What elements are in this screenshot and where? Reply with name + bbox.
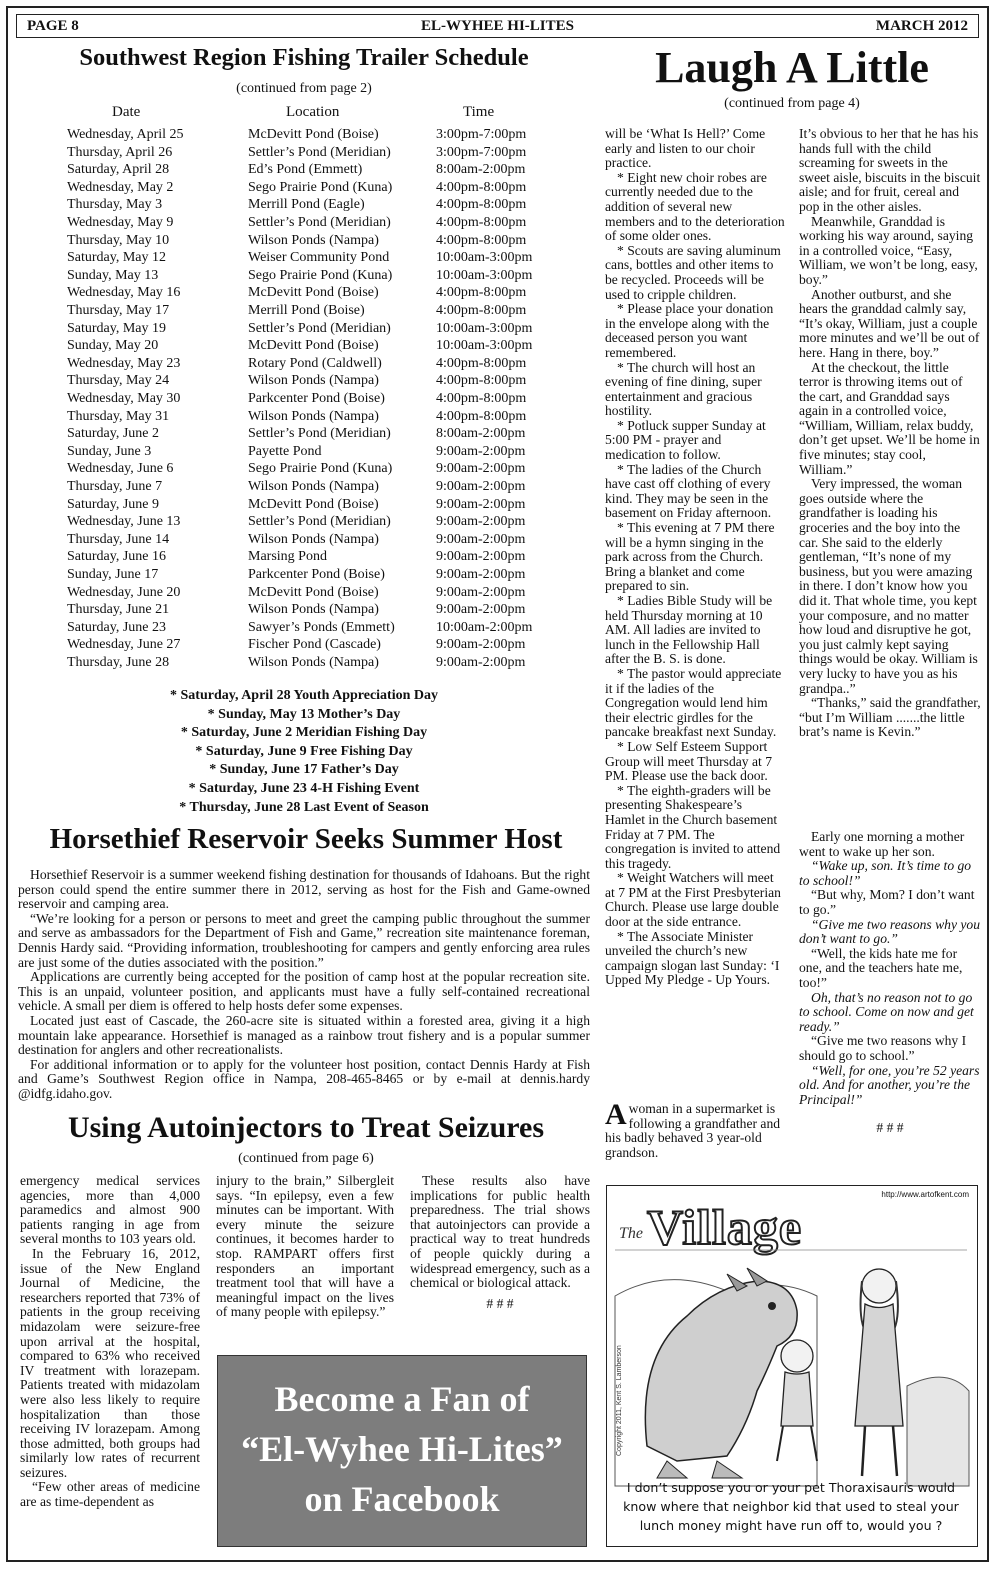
schedule-date: Thursday, May 10 (67, 232, 170, 248)
schedule-time: 4:00pm-8:00pm (436, 303, 527, 318)
laugh-column-2 (799, 127, 981, 740)
special-day: * Saturday, June 23 4-H Fishing Event (188, 780, 420, 796)
special-day: * Saturday, April 28 Youth Appreciation Day (170, 688, 438, 703)
fishing-continued: (continued from page 2) (236, 81, 372, 96)
cartoon-url[interactable]: http://www.artofkent.com (881, 1190, 969, 1199)
joke-line: It’s obvious to her that he has his hands full with the child screaming for sweets in the sweet aisle, biscuits in the biscuit aisle; and for fruit, cereal and pop in the other aisles. (799, 126, 981, 214)
special-day: * Thursday, June 28 Last Event of Season (179, 799, 429, 815)
column-header-date: Date (112, 104, 141, 120)
schedule-row (0, 566, 560, 584)
schedule-time: 10:00am-3:00pm (436, 250, 533, 266)
joke-line: * Weight Watchers will meet at 7 PM at the First Presbyterian Church. Please use large double door at the side entrance. (605, 870, 781, 930)
schedule-date: Thursday, May 17 (67, 303, 170, 318)
schedule-time: 9:00am-2:00pm (436, 514, 526, 530)
schedule-date: Wednesday, May 9 (67, 215, 174, 230)
schedule-row (0, 144, 560, 162)
schedule-location: Sego Prairie Pond (Kuna) (248, 267, 393, 283)
schedule-row (0, 425, 560, 443)
schedule-time: 9:00am-2:00pm (436, 567, 526, 582)
schedule-location: Wilson Ponds (Nampa) (248, 232, 379, 248)
fishing-title: Southwest Region Fishing Trailer Schedule (79, 44, 529, 71)
schedule-table (0, 126, 570, 676)
schedule-row (0, 654, 560, 672)
schedule-row (0, 443, 560, 461)
schedule-time: 4:00pm-8:00pm (436, 285, 527, 301)
schedule-row (0, 478, 560, 496)
schedule-time: 8:00am-2:00pm (436, 162, 526, 178)
schedule-time: 9:00am-2:00pm (436, 549, 526, 565)
schedule-time: 4:00pm-8:00pm (436, 232, 527, 248)
schedule-time: 10:00am-3:00pm (436, 267, 533, 283)
horsethief-title: Horsethief Reservoir Seeks Summer Host (49, 823, 563, 855)
page-header (16, 14, 979, 38)
schedule-row (0, 531, 560, 549)
schedule-location: Settler’s Pond (Meridian) (248, 215, 391, 230)
facebook-promo-line: Become a Fan of (274, 1379, 530, 1419)
joke-line: * This evening at 7 PM there will be a hymn singing in the park across from the Church. Bring a blanket and come prepared to sin. (605, 520, 775, 594)
joke-line: “Give me two reasons why you don’t want to go.” (799, 916, 981, 947)
joke-line: * The eighth-graders will be presenting Shakespeare’s Hamlet in the Church basement Friday at 7 PM. The congregation is invited to attend this tragedy. (605, 782, 781, 871)
schedule-location: McDevitt Pond (Boise) (248, 584, 379, 600)
joke-line: Another outburst, and she hears the granddad calmly say, “It’s okay, William, just a couple more minutes and we’ll be out of here. Hang in there, boy.” (799, 286, 980, 360)
schedule-location: Sego Prairie Pond (Kuna) (248, 461, 393, 477)
schedule-time: 3:00pm-7:00pm (436, 144, 527, 160)
drop-cap: A (605, 1098, 627, 1131)
schedule-time: 9:00am-2:00pm (436, 602, 526, 618)
schedule-date: Thursday, June 14 (67, 531, 170, 547)
schedule-row (0, 619, 560, 637)
schedule-row (0, 513, 560, 531)
joke-line: “But why, Mom? I don’t want to go.” (799, 887, 975, 917)
laugh-column-1 (605, 127, 785, 988)
schedule-location: Payette Pond (248, 443, 322, 459)
schedule-row (0, 636, 560, 654)
joke-line: * The Associate Minister unveiled the church’s new campaign slogan last Sunday: ‘I Upped My Pledge - Up Yours. (605, 928, 780, 988)
schedule-time: 9:00am-2:00pm (436, 496, 526, 512)
schedule-date: Sunday, May 20 (67, 338, 159, 354)
autoinjectors-column-2 (216, 1174, 394, 1320)
cartoon-copyright: Copyright 2011, Kent S. Lamberson (616, 1345, 623, 1456)
schedule-row (0, 284, 560, 302)
joke-line: * Potluck supper Sunday at 5:00 PM - prayer and medication to follow. (605, 417, 766, 463)
newspaper-name: EL-WYHEE HI-LITES (421, 18, 574, 34)
schedule-time: 9:00am-2:00pm (436, 655, 526, 670)
schedule-row (0, 179, 560, 197)
autoinjectors-title: Using Autoinjectors to Treat Seizures (67, 1111, 545, 1144)
schedule-location: Sawyer’s Ponds (Emmett) (248, 619, 395, 635)
joke-line: Early one morning a mother went to wake up her son. (799, 829, 965, 859)
village-cartoon (606, 1185, 978, 1547)
schedule-row (0, 372, 560, 390)
schedule-location: Marsing Pond (248, 549, 327, 565)
schedule-row (0, 460, 560, 478)
autoinjectors-continued: (continued from page 6) (238, 1151, 374, 1166)
schedule-time: 9:00am-2:00pm (436, 461, 526, 477)
schedule-row (0, 355, 560, 373)
laugh-continued: (continued from page 4) (724, 96, 860, 111)
joke-line: * The pastor would appreciate it if the ladies of the Congregation would lend him their electric girdles for the pancake breakfast next Sunday. (605, 665, 782, 740)
schedule-time: 4:00pm-8:00pm (436, 215, 527, 230)
schedule-date: Wednesday, May 23 (67, 355, 181, 371)
cartoon-caption: I don’t suppose you or your pet Thoraxisauris would know where that neighbor kid that used to steal your lunch money might have run off to, would you ? (623, 1480, 959, 1533)
schedule-time: 4:00pm-8:00pm (436, 408, 527, 424)
schedule-time: 9:00am-2:00pm (436, 531, 526, 547)
schedule-time: 8:00am-2:00pm (436, 426, 526, 442)
schedule-location: Merrill Pond (Eagle) (248, 197, 365, 213)
article-paragraph: Applications are currently being accepted for the position of camp host at the popular recreation site. This is an unpaid, volunteer position, and applicants must have a fully self-contained recreational vehicle. A small per diem is offered to help hosts defer some expenses. (18, 969, 590, 1014)
end-mark: # # # (486, 1295, 514, 1311)
schedule-location: Ed’s Pond (Emmett) (248, 162, 363, 178)
schedule-time: 10:00am-3:00pm (436, 338, 533, 354)
schedule-date: Thursday, May 3 (67, 197, 163, 213)
schedule-time: 9:00am-2:00pm (436, 584, 526, 600)
schedule-location: Settler’s Pond (Meridian) (248, 320, 391, 336)
school-joke (799, 830, 981, 1136)
schedule-date: Sunday, June 17 (67, 567, 159, 582)
issue-date: MARCH 2012 (875, 18, 968, 34)
schedule-location: McDevitt Pond (Boise) (248, 127, 379, 142)
schedule-date: Thursday, June 21 (67, 602, 170, 618)
logo-prefix: The (619, 1225, 643, 1242)
schedule-row (0, 249, 560, 267)
schedule-date: Wednesday, May 2 (67, 179, 174, 195)
column-header-location: Location (286, 104, 340, 120)
schedule-time: 4:00pm-8:00pm (436, 179, 527, 195)
schedule-row (0, 267, 560, 285)
schedule-date: Thursday, June 28 (67, 655, 170, 670)
autoinjectors-column-1 (20, 1174, 200, 1510)
special-day: * Sunday, June 17 Father’s Day (209, 762, 399, 778)
article-paragraph: Horsethief Reservoir is a summer weekend fishing destination for thousands of Idahoans. But the right person could spend the entire summer there in 2012, serving as host for the Fish and Game-owned reservoir and camping area. (18, 867, 590, 912)
schedule-location: McDevitt Pond (Boise) (248, 496, 379, 512)
joke-line: “Thanks,” said the grandfather, “but I’m William .......the little brat’s name is Kevin.” (799, 695, 981, 740)
horsethief-article (18, 868, 590, 1102)
schedule-date: Thursday, June 7 (67, 479, 163, 494)
article-paragraph: “Few other areas of medicine are as time-dependent as (20, 1479, 200, 1510)
article-paragraph: For additional information or to apply for the volunteer host position, contact Dennis Hardy at Fish and Game’s Southwest Region office in Nampa, 208-465-8465 or by e-mail at dennis.hardy @idfg.idaho.gov. (18, 1056, 590, 1101)
schedule-location: Wilson Ponds (Nampa) (248, 655, 379, 670)
schedule-date: Sunday, May 13 (67, 267, 159, 283)
joke-line: “Well, the kids hate me for one, and the teachers hate me, too!” (799, 945, 963, 990)
joke-line: * The ladies of the Church have cast off clothing of every kind. They may be seen in the basement on Friday afternoon. (605, 461, 772, 521)
schedule-time: 4:00pm-8:00pm (436, 391, 527, 406)
schedule-location: Sego Prairie Pond (Kuna) (248, 179, 393, 195)
schedule-time: 4:00pm-8:00pm (436, 373, 527, 389)
schedule-location: McDevitt Pond (Boise) (248, 285, 379, 301)
schedule-row (0, 584, 560, 602)
schedule-location: Wilson Ponds (Nampa) (248, 373, 379, 389)
schedule-location: McDevitt Pond (Boise) (248, 338, 379, 354)
schedule-row (0, 601, 560, 619)
facebook-promo-box[interactable] (217, 1355, 587, 1547)
schedule-date: Sunday, June 3 (67, 443, 152, 459)
schedule-time: 10:00am-2:00pm (436, 619, 533, 635)
schedule-location: Settler’s Pond (Meridian) (248, 514, 391, 530)
special-day: * Saturday, June 9 Free Fishing Day (195, 743, 413, 759)
joke-line: * Eight new choir robes are currently needed due to the addition of several new members and to the deterioration of some older ones. (605, 169, 785, 244)
schedule-time: 3:00pm-7:00pm (436, 127, 527, 142)
schedule-location: Settler’s Pond (Meridian) (248, 426, 391, 442)
schedule-date: Wednesday, June 13 (67, 514, 181, 530)
schedule-row (0, 337, 560, 355)
article-paragraph: Located just east of Cascade, the 260-acre site is situated within a forested area, giving it a high mountain lake appearance. Horsethief is managed as a rainbow trout fishery and is a popular summer destination for anglers and other recreationalists. (18, 1012, 590, 1058)
schedule-date: Wednesday, May 30 (67, 391, 181, 406)
schedule-row (0, 161, 560, 179)
schedule-location: Parkcenter Pond (Boise) (248, 391, 385, 406)
schedule-location: Wilson Ponds (Nampa) (248, 531, 379, 547)
schedule-location: Settler’s Pond (Meridian) (248, 144, 391, 160)
facebook-promo-line: on Facebook (304, 1479, 500, 1519)
schedule-row (0, 302, 560, 320)
article-paragraph: “We’re looking for a person or persons to meet and greet the camping public throughout the summer and serve as ambassadors for the Department of Fish and Game,” recreation site maintenance foreman, Dennis Hardy said. “Providing information, troubleshooting for campers and gently enforcing area rules are just some of the duties associated with the position.” (18, 910, 590, 970)
schedule-date: Wednesday, April 25 (67, 127, 184, 142)
joke-line: * Please place your donation in the envelope along with the deceased person you want remembered. (605, 301, 774, 360)
joke-line: * The church will host an evening of fine dining, super entertainment and gracious hostility. (605, 359, 762, 419)
joke-line: * Ladies Bible Study will be held Thursday morning at 10 AM. All ladies are invited to lunch in the Fellowship Hall after the B. S. is done. (605, 593, 773, 667)
schedule-row (0, 214, 560, 232)
joke-line: At the checkout, the little terror is throwing items out of the cart, and Granddad says again in a controlled voice, “William, William, relax buddy, don’t get upset. We’ll be home in five minutes; stay cool, William.” (799, 359, 980, 477)
joke-line: woman in a supermarket is following a grandfather and his badly behaved 3 year-old grandson. (605, 1101, 781, 1160)
joke-line: “Wake up, son. It’s time to go to school!” (799, 858, 972, 888)
schedule-location: Wilson Ponds (Nampa) (248, 408, 379, 424)
schedule-row (0, 548, 560, 566)
schedule-row (0, 390, 560, 408)
schedule-time: 10:00am-3:00pm (436, 320, 533, 336)
schedule-date: Saturday, June 23 (67, 619, 167, 635)
joke-line: Meanwhile, Granddad is working his way around, saying in a controlled voice, “Easy, William, we won’t be long, easy, boy.” (799, 213, 978, 287)
article-paragraph: injury to the brain,” Silbergleit says. “In epilepsy, even a few minutes can be important. With every minute the seizure continues, it becomes harder to stop. RAMPART offers first responders an important treatment tool that will have a meaningful impact on the lives of many people with epilepsy.” (216, 1173, 394, 1320)
schedule-date: Wednesday, June 27 (67, 637, 181, 653)
schedule-time: 9:00am-2:00pm (436, 443, 526, 459)
schedule-date: Wednesday, June 20 (67, 584, 181, 600)
schedule-date: Saturday, May 12 (67, 250, 167, 266)
schedule-row (0, 196, 560, 214)
schedule-date: Thursday, May 24 (67, 373, 170, 389)
schedule-date: Saturday, May 19 (67, 320, 167, 336)
schedule-date: Thursday, April 26 (67, 144, 173, 160)
schedule-row (0, 126, 560, 144)
schedule-date: Thursday, May 31 (67, 408, 170, 424)
laugh-title: Laugh A Little (655, 43, 929, 92)
schedule-location: Fischer Pond (Cascade) (248, 637, 381, 653)
article-paragraph: emergency medical services agencies, more than 4,000 paramedics and almost 900 patients ranging in age from several months to 103 years old. (20, 1173, 200, 1247)
schedule-row (0, 408, 560, 426)
page-number: PAGE 8 (27, 18, 79, 34)
schedule-date: Saturday, June 16 (67, 549, 167, 565)
joke-line: Oh, that’s no reason not to go to school. Come on now and get ready.” (799, 989, 974, 1034)
schedule-date: Wednesday, May 16 (67, 285, 181, 301)
joke-line: Very impressed, the woman goes outside where the grandfather is loading his groceries and the boy into the car. She said to the elderly gentleman, “It’s none of my business, but you were amazing in there. I don’t know how you did it. That whole time, you kept your composure, and no matter how loud and disruptive he got, you just calmly kept saying things would be okay. William is very lucky to have you as his grandpa..” (799, 476, 978, 696)
woman-joke-intro (605, 1098, 785, 1160)
schedule-time: 9:00am-2:00pm (436, 637, 526, 653)
schedule-location: Wilson Ponds (Nampa) (248, 479, 379, 494)
article-paragraph: These results also have implications for public health preparedness. The trial shows that autoinjectors can provide a practical way to treat hundreds of people quickly during a widespread emergency, such as a chemical or biological attack. (410, 1173, 590, 1291)
article-paragraph: In the February 16, 2012, issue of the New England Journal of Medicine, the researchers reported that 73% of patients in the group receiving midazolam were seizure-free upon arrival at the hospital, compared to 63% who received IV treatment with lorazepam. Patients treated with midazolam were also less likely to require hospitalization than those receiving IV lorazepam. Among those admitted, both groups had similarly low rates of recurrent seizures. (20, 1245, 200, 1480)
facebook-promo-line: “El-Wyhee Hi-Lites” (241, 1429, 563, 1469)
joke-line: * Scouts are saving aluminum cans, bottles and other items to be recycled. Proceeds will be used to cripple children. (605, 242, 781, 302)
schedule-time: 9:00am-2:00pm (436, 479, 526, 494)
village-logo: Village (647, 1199, 803, 1255)
schedule-row (0, 496, 560, 514)
schedule-location: Wilson Ponds (Nampa) (248, 602, 379, 618)
schedule-date: Saturday, June 2 (67, 426, 160, 442)
schedule-date: Saturday, June 9 (67, 496, 160, 512)
schedule-time: 4:00pm-8:00pm (436, 197, 527, 213)
joke-line: “Well, for one, you’re 52 years old. And for another, you’re the Principal!” (799, 1062, 980, 1107)
end-mark: # # # (876, 1120, 904, 1136)
joke-line: “Give me two reasons why I should go to school.” (799, 1033, 967, 1063)
joke-line: * Low Self Esteem Support Group will meet Thursday at 7 PM. Please use the back door. (605, 738, 772, 784)
special-days-list (40, 687, 568, 817)
schedule-location: Parkcenter Pond (Boise) (248, 567, 385, 582)
special-day: * Saturday, June 2 Meridian Fishing Day (180, 725, 428, 741)
schedule-location: Weiser Community Pond (248, 250, 390, 266)
joke-line: will be ‘What Is Hell?’ Come early and listen to our choir practice. (605, 126, 766, 171)
autoinjectors-column-3 (410, 1174, 590, 1311)
schedule-location: Rotary Pond (Caldwell) (248, 355, 382, 371)
special-day: * Sunday, May 13 Mother’s Day (207, 706, 401, 722)
schedule-location: Merrill Pond (Boise) (248, 303, 365, 318)
schedule-row (0, 232, 560, 250)
schedule-date: Saturday, April 28 (67, 162, 170, 178)
schedule-row (0, 320, 560, 338)
schedule-date: Wednesday, June 6 (67, 461, 174, 477)
schedule-time: 4:00pm-8:00pm (436, 355, 527, 371)
column-header-time: Time (463, 104, 495, 120)
